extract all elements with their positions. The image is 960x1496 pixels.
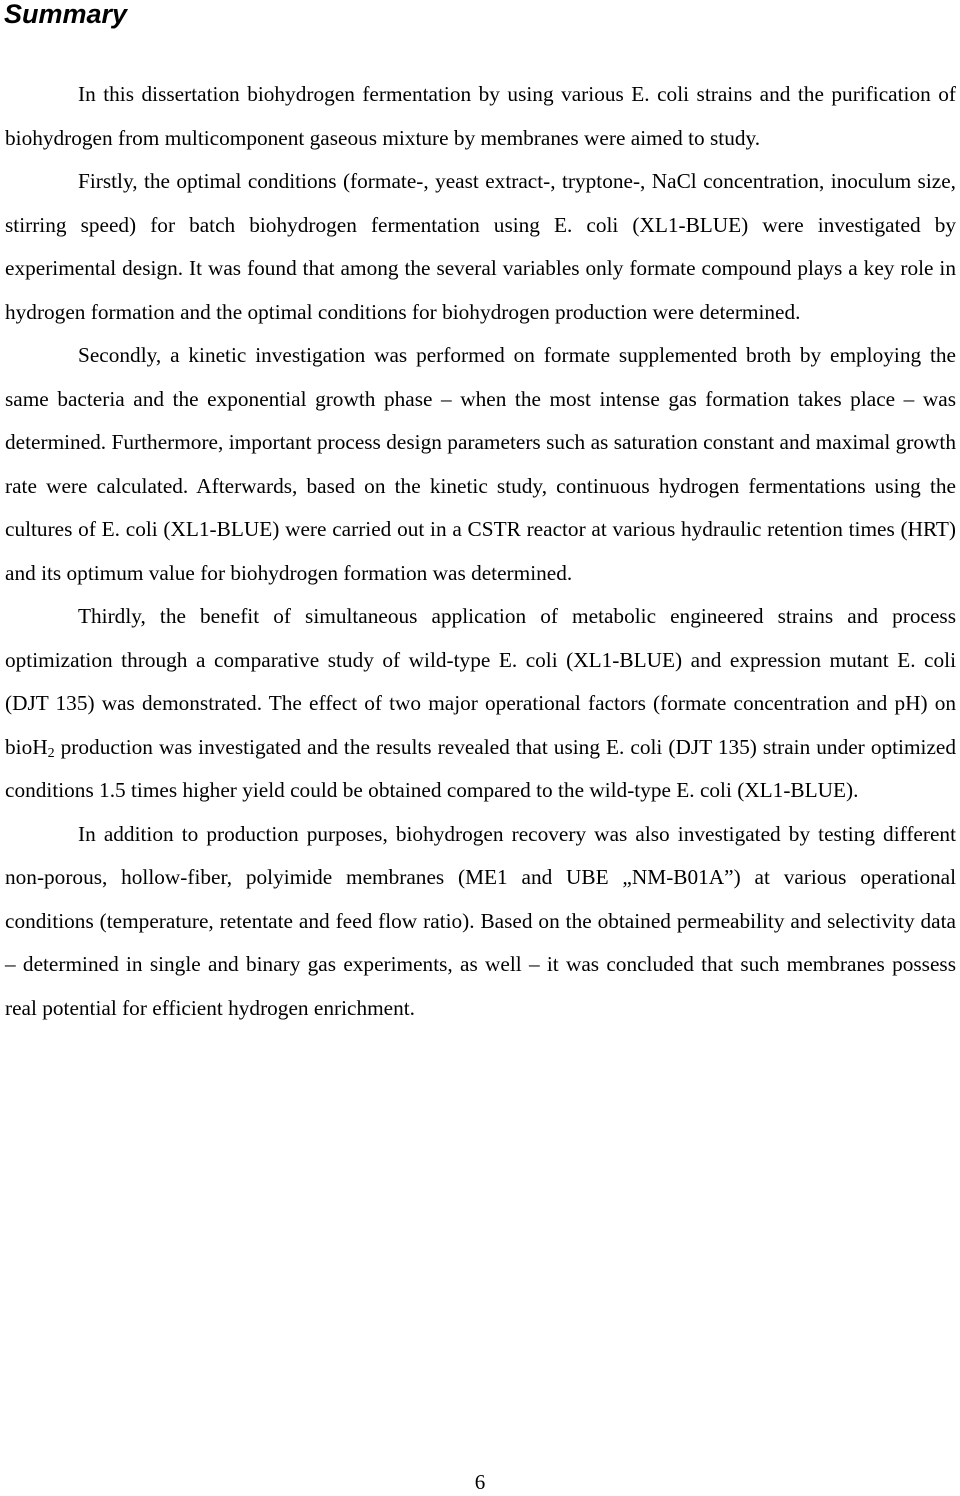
- paragraph-intro: In this dissertation biohydrogen fermentation by using various E. coli strains and the purification of biohydrogen from multicomponent gaseous mixture by membranes were aimed to study.: [5, 82, 956, 150]
- paragraph-thirdly-text-before: Thirdly, the benefit of simultaneous application of metabolic engineered strains and process optimization through a comparative study of wild-type E. coli (XL1-BLUE) and expression mutant E. coli (DJT 135) was demonstrated. The effect of two major operational factors (formate concentration and pH) on bioH: [5, 604, 956, 759]
- summary-body: [5, 73, 956, 1030]
- hydrogen-subscript: 2: [47, 745, 55, 761]
- paragraph-thirdly: [5, 595, 956, 813]
- paragraph-secondly: Secondly, a kinetic investigation was performed on formate supplemented broth by employing the same bacteria and the exponential growth phase – when the most intense gas formation takes place – was determined. Furthermore, important process design parameters such as saturation constant and maximal growth rate were calculated. Afterwards, based on the kinetic study, continuous hydrogen fermentations using the cultures of E. coli (XL1-BLUE) were carried out in a CSTR reactor at various hydraulic retention times (HRT) and its optimum value for biohydrogen formation was determined.: [5, 343, 956, 585]
- paragraph-firstly: Firstly, the optimal conditions (formate-, yeast extract-, tryptone-, NaCl concentration, inoculum size, stirring speed) for batch biohydrogen fermentation using E. coli (XL1-BLUE) were investigated by experimental design. It was found that among the several variables only formate compound plays a key role in hydrogen formation and the optimal conditions for biohydrogen production were determined.: [5, 169, 956, 324]
- paragraph-thirdly-text-after: production was investigated and the results revealed that using E. coli (DJT 135) strain under optimized conditions 1.5 times higher yield could be obtained compared to the wild-type E. coli (XL1-BLUE).: [5, 734, 956, 802]
- paragraph-recovery: In addition to production purposes, biohydrogen recovery was also investigated by testing different non-porous, hollow-fiber, polyimide membranes (ME1 and UBE „NM-B01A”) at various operational conditions (temperature, retentate and feed flow ratio). Based on the obtained permeability and selectivity data – determined in single and binary gas experiments, as well – it was concluded that such membranes possess real potential for efficient hydrogen enrichment.: [5, 821, 956, 1020]
- page-number: 6: [474, 1470, 486, 1494]
- section-heading: Summary: [4, 0, 128, 29]
